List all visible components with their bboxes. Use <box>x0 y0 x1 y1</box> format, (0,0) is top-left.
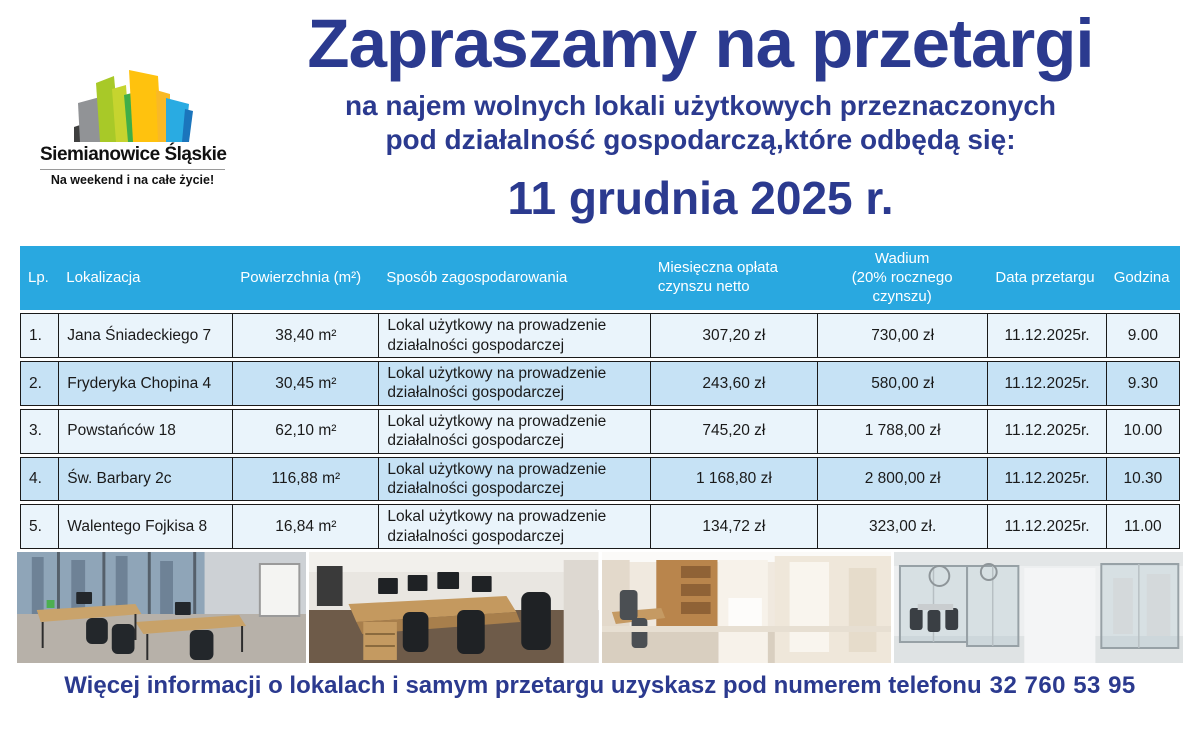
column-header-sposob: Sposób zagospodarowania <box>378 246 649 310</box>
column-header-data: Data przetargu <box>987 246 1105 310</box>
office-workstations-illustration <box>309 552 598 663</box>
cell-godzina: 11.00 <box>1106 504 1180 549</box>
cell-lokalizacja: Jana Śniadeckiego 7 <box>58 313 232 358</box>
table-header-row <box>20 246 1180 310</box>
office-open-space-photo <box>17 552 306 663</box>
table-row <box>20 457 1180 502</box>
cell-lokalizacja: Powstańców 18 <box>58 409 232 454</box>
table-body <box>20 313 1180 549</box>
cell-lokalizacja: Fryderyka Chopina 4 <box>58 361 232 406</box>
headline-block <box>228 5 1173 225</box>
cell-wadium: 2 800,00 zł <box>817 457 988 502</box>
column-header-godzina: Godzina <box>1106 246 1180 310</box>
cell-godzina: 9.00 <box>1106 313 1180 358</box>
poster-subtitle <box>228 89 1173 156</box>
phone-number: 32 760 53 95 <box>989 672 1136 699</box>
cell-lp: 4. <box>20 457 58 502</box>
cell-wadium: 323,00 zł. <box>817 504 988 549</box>
table-row <box>20 361 1180 406</box>
cell-powierzchnia: 116,88 m² <box>232 457 378 502</box>
cell-data: 11.12.2025r. <box>987 457 1105 502</box>
photo-strip <box>17 552 1183 663</box>
table-row <box>20 504 1180 549</box>
cell-oplata: 1 168,80 zł <box>650 457 817 502</box>
office-corridor-illustration <box>602 552 891 663</box>
column-header-lp: Lp. <box>20 246 58 310</box>
cell-sposob: Lokal użytkowy na prowadzenie działalności gospodarczej <box>378 313 649 358</box>
cell-data: 11.12.2025r. <box>987 313 1105 358</box>
subtitle-line-1: na najem wolnych lokali użytkowych przeznaczonych <box>344 90 1057 122</box>
cell-godzina: 9.30 <box>1106 361 1180 406</box>
cell-oplata: 134,72 zł <box>650 504 817 549</box>
cell-sposob: Lokal użytkowy na prowadzenie działalności gospodarczej <box>378 504 649 549</box>
cell-lp: 5. <box>20 504 58 549</box>
glass-meeting-rooms-illustration <box>894 552 1183 663</box>
cell-sposob: Lokal użytkowy na prowadzenie działalności gospodarczej <box>378 361 649 406</box>
poster-title: Zapraszamy na przetargi <box>307 5 1094 82</box>
cell-powierzchnia: 30,45 m² <box>232 361 378 406</box>
footer-info <box>0 672 1200 700</box>
column-header-powierzchnia: Powierzchnia (m²) <box>232 246 378 310</box>
cell-oplata: 307,20 zł <box>650 313 817 358</box>
cell-wadium: 730,00 zł <box>817 313 988 358</box>
cell-sposob: Lokal użytkowy na prowadzenie działalności gospodarczej <box>378 409 649 454</box>
cell-lokalizacja: Św. Barbary 2c <box>58 457 232 502</box>
cell-wadium: 580,00 zł <box>817 361 988 406</box>
auction-table <box>20 243 1180 552</box>
cell-sposob: Lokal użytkowy na prowadzenie działalności gospodarczej <box>378 457 649 502</box>
glass-meeting-rooms-photo <box>894 552 1183 663</box>
auction-table-container <box>20 243 1180 552</box>
cell-godzina: 10.00 <box>1106 409 1180 454</box>
office-corridor-photo <box>602 552 891 663</box>
cell-powierzchnia: 16,84 m² <box>232 504 378 549</box>
cell-data: 11.12.2025r. <box>987 504 1105 549</box>
cell-lp: 1. <box>20 313 58 358</box>
office-open-space-illustration <box>17 552 306 663</box>
cell-oplata: 243,60 zł <box>650 361 817 406</box>
auction-date: 11 grudnia 2025 r. <box>507 171 894 224</box>
city-tagline: Na weekend i na całe życie! <box>50 173 215 187</box>
cell-powierzchnia: 62,10 m² <box>232 409 378 454</box>
table-row <box>20 409 1180 454</box>
cell-oplata: 745,20 zł <box>650 409 817 454</box>
cell-lp: 2. <box>20 361 58 406</box>
column-header-oplata: Miesięczna opłata czynszu netto <box>650 246 817 310</box>
column-header-wadium: Wadium (20% rocznego czynszu) <box>817 246 988 310</box>
cell-godzina: 10.30 <box>1106 457 1180 502</box>
subtitle-line-2: pod działalność gospodarczą,które odbędą się: <box>385 124 1016 156</box>
cell-data: 11.12.2025r. <box>987 409 1105 454</box>
city-logo <box>40 64 225 187</box>
table-row <box>20 313 1180 358</box>
city-skyline-icon <box>65 64 200 144</box>
cell-wadium: 1 788,00 zł <box>817 409 988 454</box>
cell-lokalizacja: Walentego Fojkisa 8 <box>58 504 232 549</box>
cell-powierzchnia: 38,40 m² <box>232 313 378 358</box>
cell-data: 11.12.2025r. <box>987 361 1105 406</box>
footer-text: Więcej informacji o lokalach i samym przetargu uzyskasz pod numerem telefonu <box>64 672 982 699</box>
office-workstations-photo <box>309 552 598 663</box>
cell-lp: 3. <box>20 409 58 454</box>
city-name: Siemianowice Śląskie <box>40 144 225 170</box>
column-header-lokalizacja: Lokalizacja <box>58 246 232 310</box>
